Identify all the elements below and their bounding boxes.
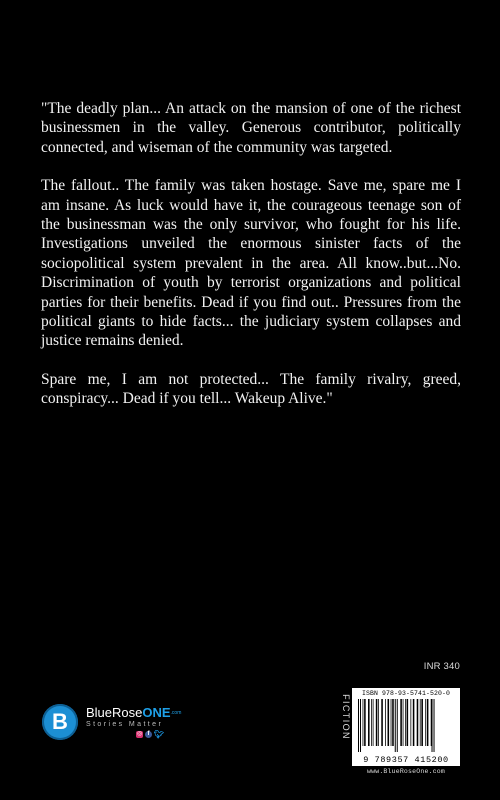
blurb-paragraph-3: Spare me, I am not protected... The family rivalry, greed, conspiracy... Dead if you tell... Wakeup Alive." <box>41 370 461 408</box>
genre-label: FICTION <box>341 694 351 740</box>
social-icons <box>136 731 181 738</box>
brand-name-part2: ONE <box>142 705 171 720</box>
back-cover-blurb <box>41 99 461 428</box>
blurb-paragraph-2: The fallout.. The family was taken hostage. Save me, spare me I am insane. As luck would have it, the courageous teenage son of the businessman was the only survivor, who fought for his life. Investigations unveiled the enormous sinister facts of the sociopolitical system prevalent in the area. All know..but...No. Discrimination of youth by terrorist organizations and political parties for their benefits. Dead if you find out.. Pressures from the political giants to hide facts... the judiciary system collapses and justice remains denied. <box>41 177 461 350</box>
price-label: INR 340 <box>423 661 460 672</box>
twitter-icon: 🐦︎ <box>154 730 165 739</box>
isbn-text: ISBN 978-93-5741-520-0 <box>361 690 450 697</box>
publisher-logo-text <box>86 706 181 738</box>
brand-name-suffix: .com <box>170 710 182 716</box>
blurb-paragraph-1: "The deadly plan... An attack on the mansion of one of the richest businessmen in the valley. Generous contributor, politically connected, and wiseman of the community was targeted. <box>41 100 461 156</box>
publisher-brand-name <box>86 706 181 720</box>
publisher-logo <box>42 700 181 744</box>
barcode-bars <box>356 699 456 752</box>
publisher-url: www.BlueRoseOne.com <box>367 768 445 775</box>
isbn-barcode <box>352 688 460 766</box>
barcode-number: 9 789357 415200 <box>363 755 449 765</box>
publisher-tagline: Stories Matter <box>86 721 164 728</box>
facebook-icon: f <box>145 731 152 738</box>
publisher-logo-mark: B <box>42 704 78 740</box>
brand-name-part1: BlueRose <box>86 705 143 720</box>
instagram-icon: ◎ <box>136 731 143 737</box>
